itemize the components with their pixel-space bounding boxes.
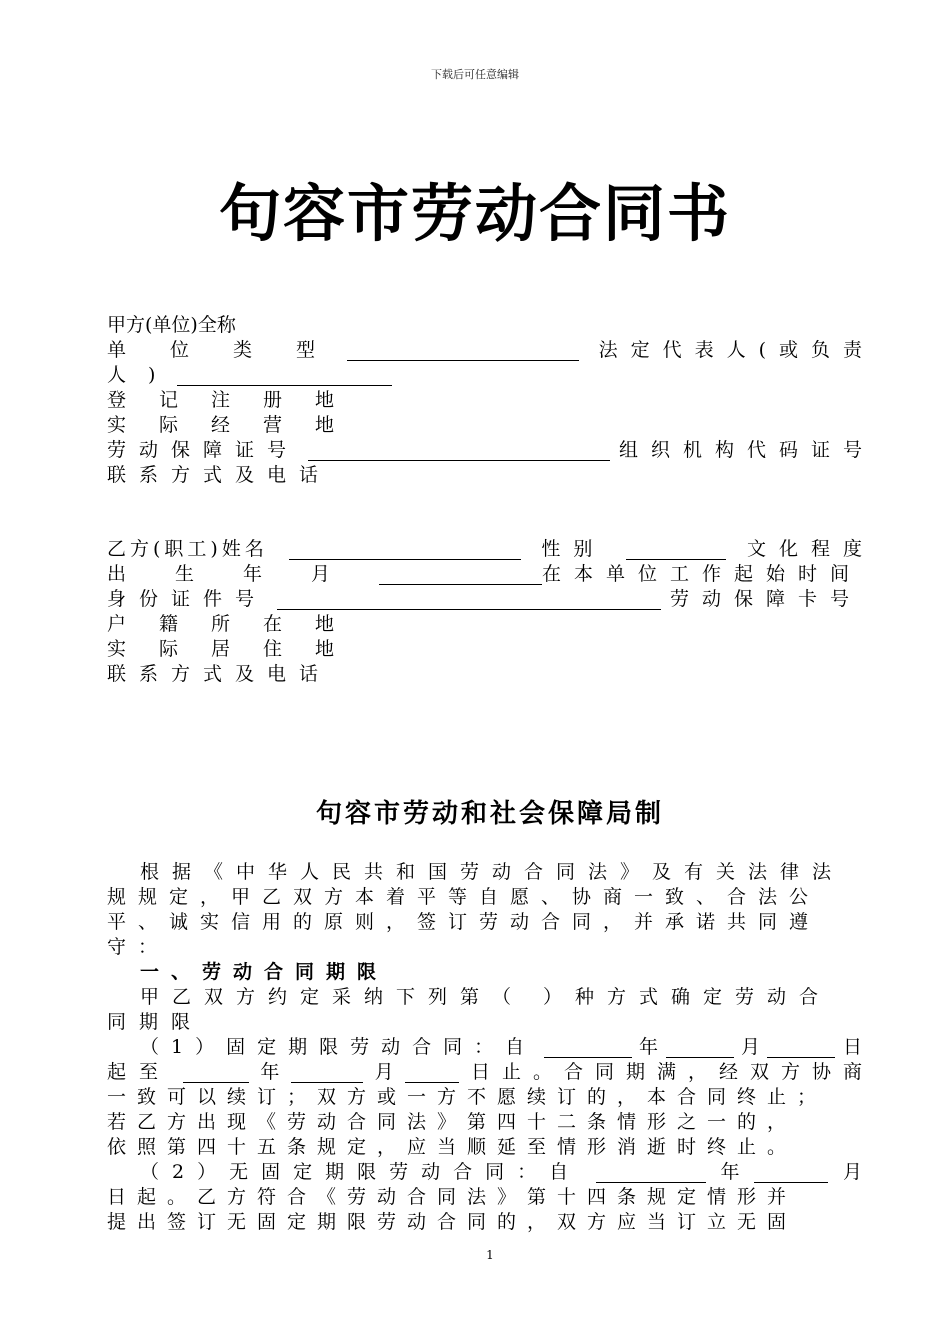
party-b-name-row — [107, 535, 875, 560]
gender-label: 性别 — [541, 538, 606, 560]
intro-line-2: 规规定，甲乙双方本着平等自愿、协商一致、合法公 — [107, 886, 821, 908]
intro-line-1: 根据《中华人民共和国劳动合同法》及有关法律法 — [140, 861, 845, 883]
party-b-contact-row — [107, 660, 862, 685]
party-a-actual-address-row — [107, 411, 862, 436]
option-2-label: （2）无固定期限劳动合同：自 — [140, 1161, 582, 1183]
page-number: 1 — [486, 1248, 494, 1262]
opt1-start-year-blank[interactable] — [544, 1039, 632, 1058]
opt1-month-label: 月 — [740, 1036, 760, 1058]
page-header: 下载后可任意编辑 — [431, 68, 519, 81]
option-1-line-4: 若乙方出现《劳动合同法》第四十二条情形之一的， — [107, 1111, 798, 1133]
party-a-full-name-row — [107, 311, 862, 336]
name-blank[interactable] — [289, 541, 521, 560]
party-b-name-label: 乙方(职工)姓名 — [107, 538, 268, 560]
opt2-month-blank[interactable] — [754, 1164, 828, 1183]
option-1-line-5: 依照第四十五条规定，应当顺延至情形消逝时终止。 — [107, 1136, 798, 1158]
document-title: 句容市劳动合同书 — [218, 177, 731, 250]
start-time-label: 在本单位工作起始时间 — [541, 563, 862, 585]
opt1-year-label: 年 — [639, 1036, 659, 1058]
opt1-start-month-blank[interactable] — [666, 1039, 734, 1058]
option-2-line-3: 提出签订无固定期限劳动合同的，双方应当订立无固 — [107, 1211, 798, 1233]
opt1-end-year-label: 年 — [260, 1061, 280, 1083]
party-b-id-row — [107, 585, 862, 610]
reg-address-label: 登记注册地 — [107, 389, 368, 411]
opt1-day-label: 日 — [842, 1036, 862, 1058]
education-label: 文化程度 — [746, 538, 875, 560]
labor-cert-label: 劳动保障证号 — [107, 439, 300, 461]
party-a-unit-type-row — [107, 336, 875, 361]
opt1-end-month-blank[interactable] — [291, 1064, 363, 1083]
opt1-from-label: 起至 — [107, 1061, 172, 1083]
section-1-heading: 一、劳动合同期限 — [140, 961, 389, 983]
party-a-labor-cert-row — [107, 436, 875, 461]
s1-para-line-2: 同期限 — [107, 1011, 204, 1033]
social-card-label: 劳动保障卡号 — [669, 588, 862, 610]
household-label: 户籍所在地 — [107, 613, 368, 635]
party-b-contact-label: 联系方式及电话 — [107, 663, 332, 685]
issuer-subtitle: 句容市劳动和社会保障局制 — [315, 799, 664, 829]
party-a-unit-type-label: 单位类型 — [107, 339, 360, 361]
party-a-full-name-label: 甲方(单位)全称 — [107, 314, 236, 336]
birth-label: 出生年月 — [107, 563, 380, 585]
opt2-month-label: 月 — [842, 1161, 862, 1183]
s1-para-line-1: 甲乙双方约定采纳下列第（ ）种方式确定劳动合 — [140, 986, 832, 1008]
legal-rep-label: 法定代表人(或负责 — [598, 339, 875, 361]
party-b-birth-row — [107, 560, 862, 585]
party-a-reg-address-row — [107, 386, 862, 411]
gender-blank[interactable] — [626, 541, 726, 560]
opt1-end-rest: 日止。合同期满，经双方协商 — [470, 1061, 874, 1083]
birth-blank[interactable] — [379, 566, 542, 585]
intro-line-4: 守： — [107, 936, 170, 958]
option-1-label: （1）固定期限劳动合同：自 — [140, 1036, 537, 1058]
unit-type-blank[interactable] — [347, 342, 579, 361]
party-a-legal-rep-row — [107, 361, 862, 386]
opt2-year-blank[interactable] — [596, 1164, 706, 1183]
option-2-line-2: 日起。乙方符合《劳动合同法》第十四条规定情形并 — [107, 1186, 798, 1208]
opt1-end-day-blank[interactable] — [405, 1064, 459, 1083]
option-1-line-2 — [107, 1058, 874, 1083]
actual-address-label: 实际经营地 — [107, 414, 368, 436]
option-2-line-1 — [140, 1158, 862, 1183]
labor-cert-blank[interactable] — [308, 442, 610, 461]
org-code-label: 组织机构代码证号 — [618, 439, 875, 461]
party-a-contact-label: 联系方式及电话 — [107, 464, 332, 486]
party-b-household-row — [107, 610, 862, 635]
opt1-end-year-blank[interactable] — [183, 1064, 249, 1083]
id-number-label: 身份证件号 — [107, 588, 268, 610]
party-a-contact-row — [107, 461, 862, 486]
id-number-blank[interactable] — [277, 591, 661, 610]
opt1-end-month-label: 月 — [374, 1061, 394, 1083]
option-1-line-1 — [140, 1033, 862, 1058]
intro-line-3: 平、诚实信用的原则，签订劳动合同，并承诺共同遵 — [107, 911, 821, 933]
option-1-line-3: 一致可以续订；双方或一方不愿续订的，本合同终止； — [107, 1086, 828, 1108]
residence-label: 实际居住地 — [107, 638, 368, 660]
party-b-residence-row — [107, 635, 862, 660]
legal-rep-blank[interactable] — [177, 367, 392, 386]
opt2-year-label: 年 — [720, 1161, 740, 1183]
legal-rep-label-cont: 人) — [107, 364, 178, 386]
opt1-start-day-blank[interactable] — [767, 1039, 835, 1058]
